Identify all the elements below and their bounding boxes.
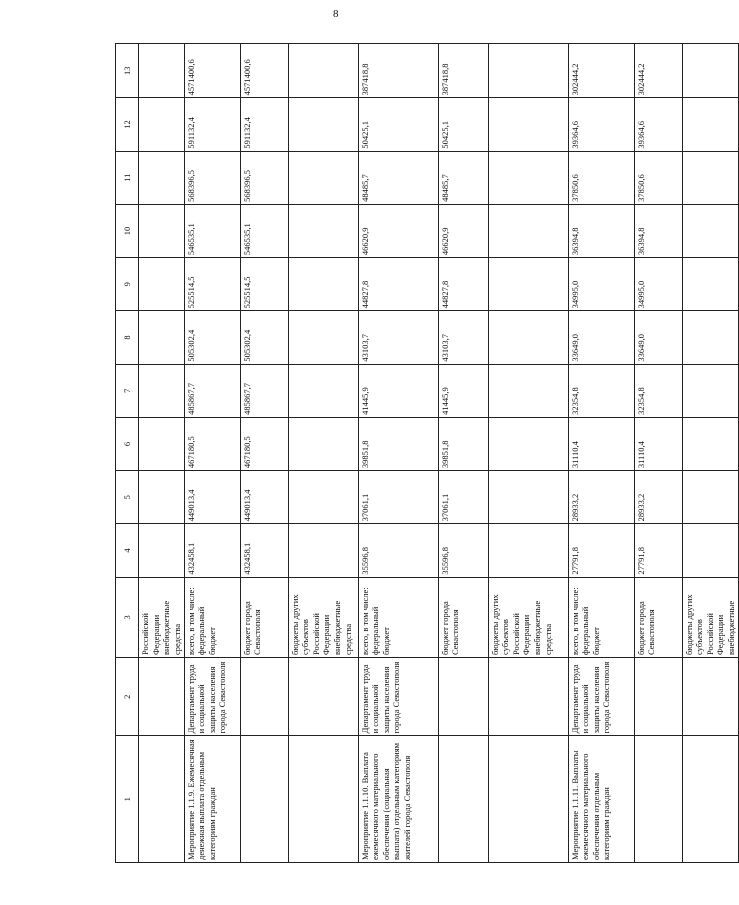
table-row [184, 44, 240, 863]
text-cell [240, 658, 288, 736]
value-cell: 28933,2 [568, 471, 634, 524]
text-cell: Департамент труда и социальной защиты населения города Севастополя [358, 658, 438, 736]
value-cell [488, 44, 568, 98]
value-cell: 39851,8 [438, 417, 488, 470]
value-cell [682, 364, 738, 417]
value-cell: 591132,4 [184, 98, 240, 151]
value-cell [139, 98, 185, 151]
text-cell: бюджеты других субъектов Российской Федерации внебюджетные средства [488, 577, 568, 657]
value-cell: 48485,7 [438, 151, 488, 204]
table-row [358, 44, 438, 863]
column-header: 4 [116, 524, 139, 577]
text-cell [488, 736, 568, 863]
column-header: 10 [116, 204, 139, 257]
text-cell: Российской Федерации внебюджетные средства [139, 577, 185, 657]
column-header: 2 [116, 658, 139, 736]
value-cell: 44827,8 [358, 258, 438, 311]
value-cell [488, 524, 568, 577]
value-cell: 31110,4 [568, 417, 634, 470]
value-cell [488, 98, 568, 151]
value-cell: 546535,1 [240, 204, 288, 257]
value-cell: 546535,1 [184, 204, 240, 257]
value-cell: 485867,7 [184, 364, 240, 417]
value-cell: 302444,2 [568, 44, 634, 98]
value-cell: 432458,1 [240, 524, 288, 577]
column-header: 11 [116, 151, 139, 204]
value-cell [488, 364, 568, 417]
table-row [240, 44, 288, 863]
text-cell: всего, в том числе: федеральный бюджет [358, 577, 438, 657]
value-cell: 32354,8 [634, 364, 682, 417]
value-cell: 591132,4 [240, 98, 288, 151]
table-row [634, 44, 682, 863]
value-cell [288, 151, 358, 204]
value-cell [488, 311, 568, 364]
text-cell [438, 658, 488, 736]
column-header: 7 [116, 364, 139, 417]
text-cell: бюджет города Севастополя [240, 577, 288, 657]
value-cell [488, 151, 568, 204]
value-cell: 387418,8 [358, 44, 438, 98]
column-header: 3 [116, 577, 139, 657]
text-cell: бюджеты других субъектов Российской Федерации внебюджетные [682, 577, 738, 657]
value-cell [682, 417, 738, 470]
value-cell: 28933,2 [634, 471, 682, 524]
column-header: 9 [116, 258, 139, 311]
text-cell [634, 736, 682, 863]
value-cell [682, 151, 738, 204]
text-cell: Мероприятие 1.1.9. Ежемесячная денежная выплата отдельным категориям граждан [184, 736, 240, 863]
value-cell: 33649,0 [634, 311, 682, 364]
value-cell: 505302,4 [240, 311, 288, 364]
value-cell: 46620,9 [438, 204, 488, 257]
value-cell: 33649,0 [568, 311, 634, 364]
value-cell [139, 151, 185, 204]
value-cell: 43103,7 [358, 311, 438, 364]
value-cell: 31110,4 [634, 417, 682, 470]
value-cell: 36394,8 [634, 204, 682, 257]
value-cell [139, 44, 185, 98]
value-cell [139, 204, 185, 257]
value-cell [288, 471, 358, 524]
text-cell [288, 658, 358, 736]
column-header: 5 [116, 471, 139, 524]
value-cell: 41445,9 [358, 364, 438, 417]
value-cell: 50425,1 [358, 98, 438, 151]
text-cell [682, 736, 738, 863]
value-cell: 48485,7 [358, 151, 438, 204]
table-row [139, 44, 185, 863]
value-cell: 467180,5 [240, 417, 288, 470]
value-cell: 36394,8 [568, 204, 634, 257]
text-cell [488, 658, 568, 736]
text-cell: Департамент труда и социальной защиты населения города Севастополя [568, 658, 634, 736]
value-cell [288, 364, 358, 417]
value-cell: 41445,9 [438, 364, 488, 417]
text-cell: Мероприятие 1.1.10. Выплата ежемесячного материального обеспечения (социальная выплата) отдельным категориям жителей города Севастополя [358, 736, 438, 863]
value-cell [288, 311, 358, 364]
value-cell [139, 524, 185, 577]
value-cell: 432458,1 [184, 524, 240, 577]
text-cell: Мероприятие 1.1.11. Выплаты ежемесячного материального обеспечения отдельным категориям граждан [568, 736, 634, 863]
table-row [288, 44, 358, 863]
text-cell [682, 658, 738, 736]
column-header: 1 [116, 736, 139, 863]
value-cell [288, 417, 358, 470]
value-cell [139, 471, 185, 524]
value-cell: 525514,5 [184, 258, 240, 311]
value-cell: 27791,8 [568, 524, 634, 577]
value-cell [288, 44, 358, 98]
table-row [438, 44, 488, 863]
table-body [139, 44, 739, 863]
value-cell [139, 311, 185, 364]
value-cell: 50425,1 [438, 98, 488, 151]
value-cell: 39364,6 [634, 98, 682, 151]
value-cell: 505302,4 [184, 311, 240, 364]
value-cell [488, 258, 568, 311]
column-header: 13 [116, 44, 139, 98]
value-cell: 387418,8 [438, 44, 488, 98]
value-cell: 46620,9 [358, 204, 438, 257]
value-cell: 37061,1 [438, 471, 488, 524]
value-cell: 35596,8 [358, 524, 438, 577]
value-cell [139, 258, 185, 311]
value-cell [682, 258, 738, 311]
text-cell: всего, в том числе: федеральный бюджет [184, 577, 240, 657]
value-cell [682, 311, 738, 364]
value-cell: 37061,1 [358, 471, 438, 524]
value-cell [288, 204, 358, 257]
value-cell [682, 44, 738, 98]
header-row [116, 44, 139, 863]
text-cell: бюджет города Севастополя [634, 577, 682, 657]
value-cell [139, 417, 185, 470]
value-cell: 449013,4 [184, 471, 240, 524]
text-cell [438, 736, 488, 863]
value-cell: 34995,0 [634, 258, 682, 311]
text-cell: всего, в том числе: федеральный бюджет [568, 577, 634, 657]
value-cell [682, 98, 738, 151]
column-header: 8 [116, 311, 139, 364]
value-cell: 37850,6 [634, 151, 682, 204]
value-cell: 27791,8 [634, 524, 682, 577]
value-cell: 39364,6 [568, 98, 634, 151]
value-cell: 4571400,6 [184, 44, 240, 98]
value-cell [682, 471, 738, 524]
text-cell [288, 736, 358, 863]
value-cell: 43103,7 [438, 311, 488, 364]
value-cell: 302444,2 [634, 44, 682, 98]
value-cell: 44827,8 [438, 258, 488, 311]
text-cell [139, 658, 185, 736]
column-header: 12 [116, 98, 139, 151]
text-cell [240, 736, 288, 863]
value-cell: 39851,8 [358, 417, 438, 470]
value-cell: 467180,5 [184, 417, 240, 470]
text-cell [634, 658, 682, 736]
text-cell: бюджет города Севастополя [438, 577, 488, 657]
value-cell [139, 364, 185, 417]
budget-table [115, 43, 739, 863]
value-cell: 449013,4 [240, 471, 288, 524]
value-cell: 485867,7 [240, 364, 288, 417]
value-cell [488, 417, 568, 470]
text-cell [139, 736, 185, 863]
value-cell [682, 524, 738, 577]
table-row [488, 44, 568, 863]
value-cell: 34995,0 [568, 258, 634, 311]
value-cell: 32354,8 [568, 364, 634, 417]
value-cell: 4571400,6 [240, 44, 288, 98]
page-number: 8 [333, 8, 339, 20]
value-cell: 35596,8 [438, 524, 488, 577]
value-cell [488, 204, 568, 257]
text-cell: бюджеты других субъектов Российской Федерации внебюджетные средства [288, 577, 358, 657]
value-cell: 525514,5 [240, 258, 288, 311]
value-cell: 568396,5 [240, 151, 288, 204]
value-cell: 568396,5 [184, 151, 240, 204]
value-cell [288, 524, 358, 577]
value-cell: 37850,6 [568, 151, 634, 204]
table-row [568, 44, 634, 863]
text-cell: Департамент труда и социальной защиты населения города Севастополя [184, 658, 240, 736]
value-cell [682, 204, 738, 257]
value-cell [288, 258, 358, 311]
value-cell [488, 471, 568, 524]
table-row [682, 44, 738, 863]
rotated-table-area [115, 43, 736, 863]
column-header: 6 [116, 417, 139, 470]
value-cell [288, 98, 358, 151]
